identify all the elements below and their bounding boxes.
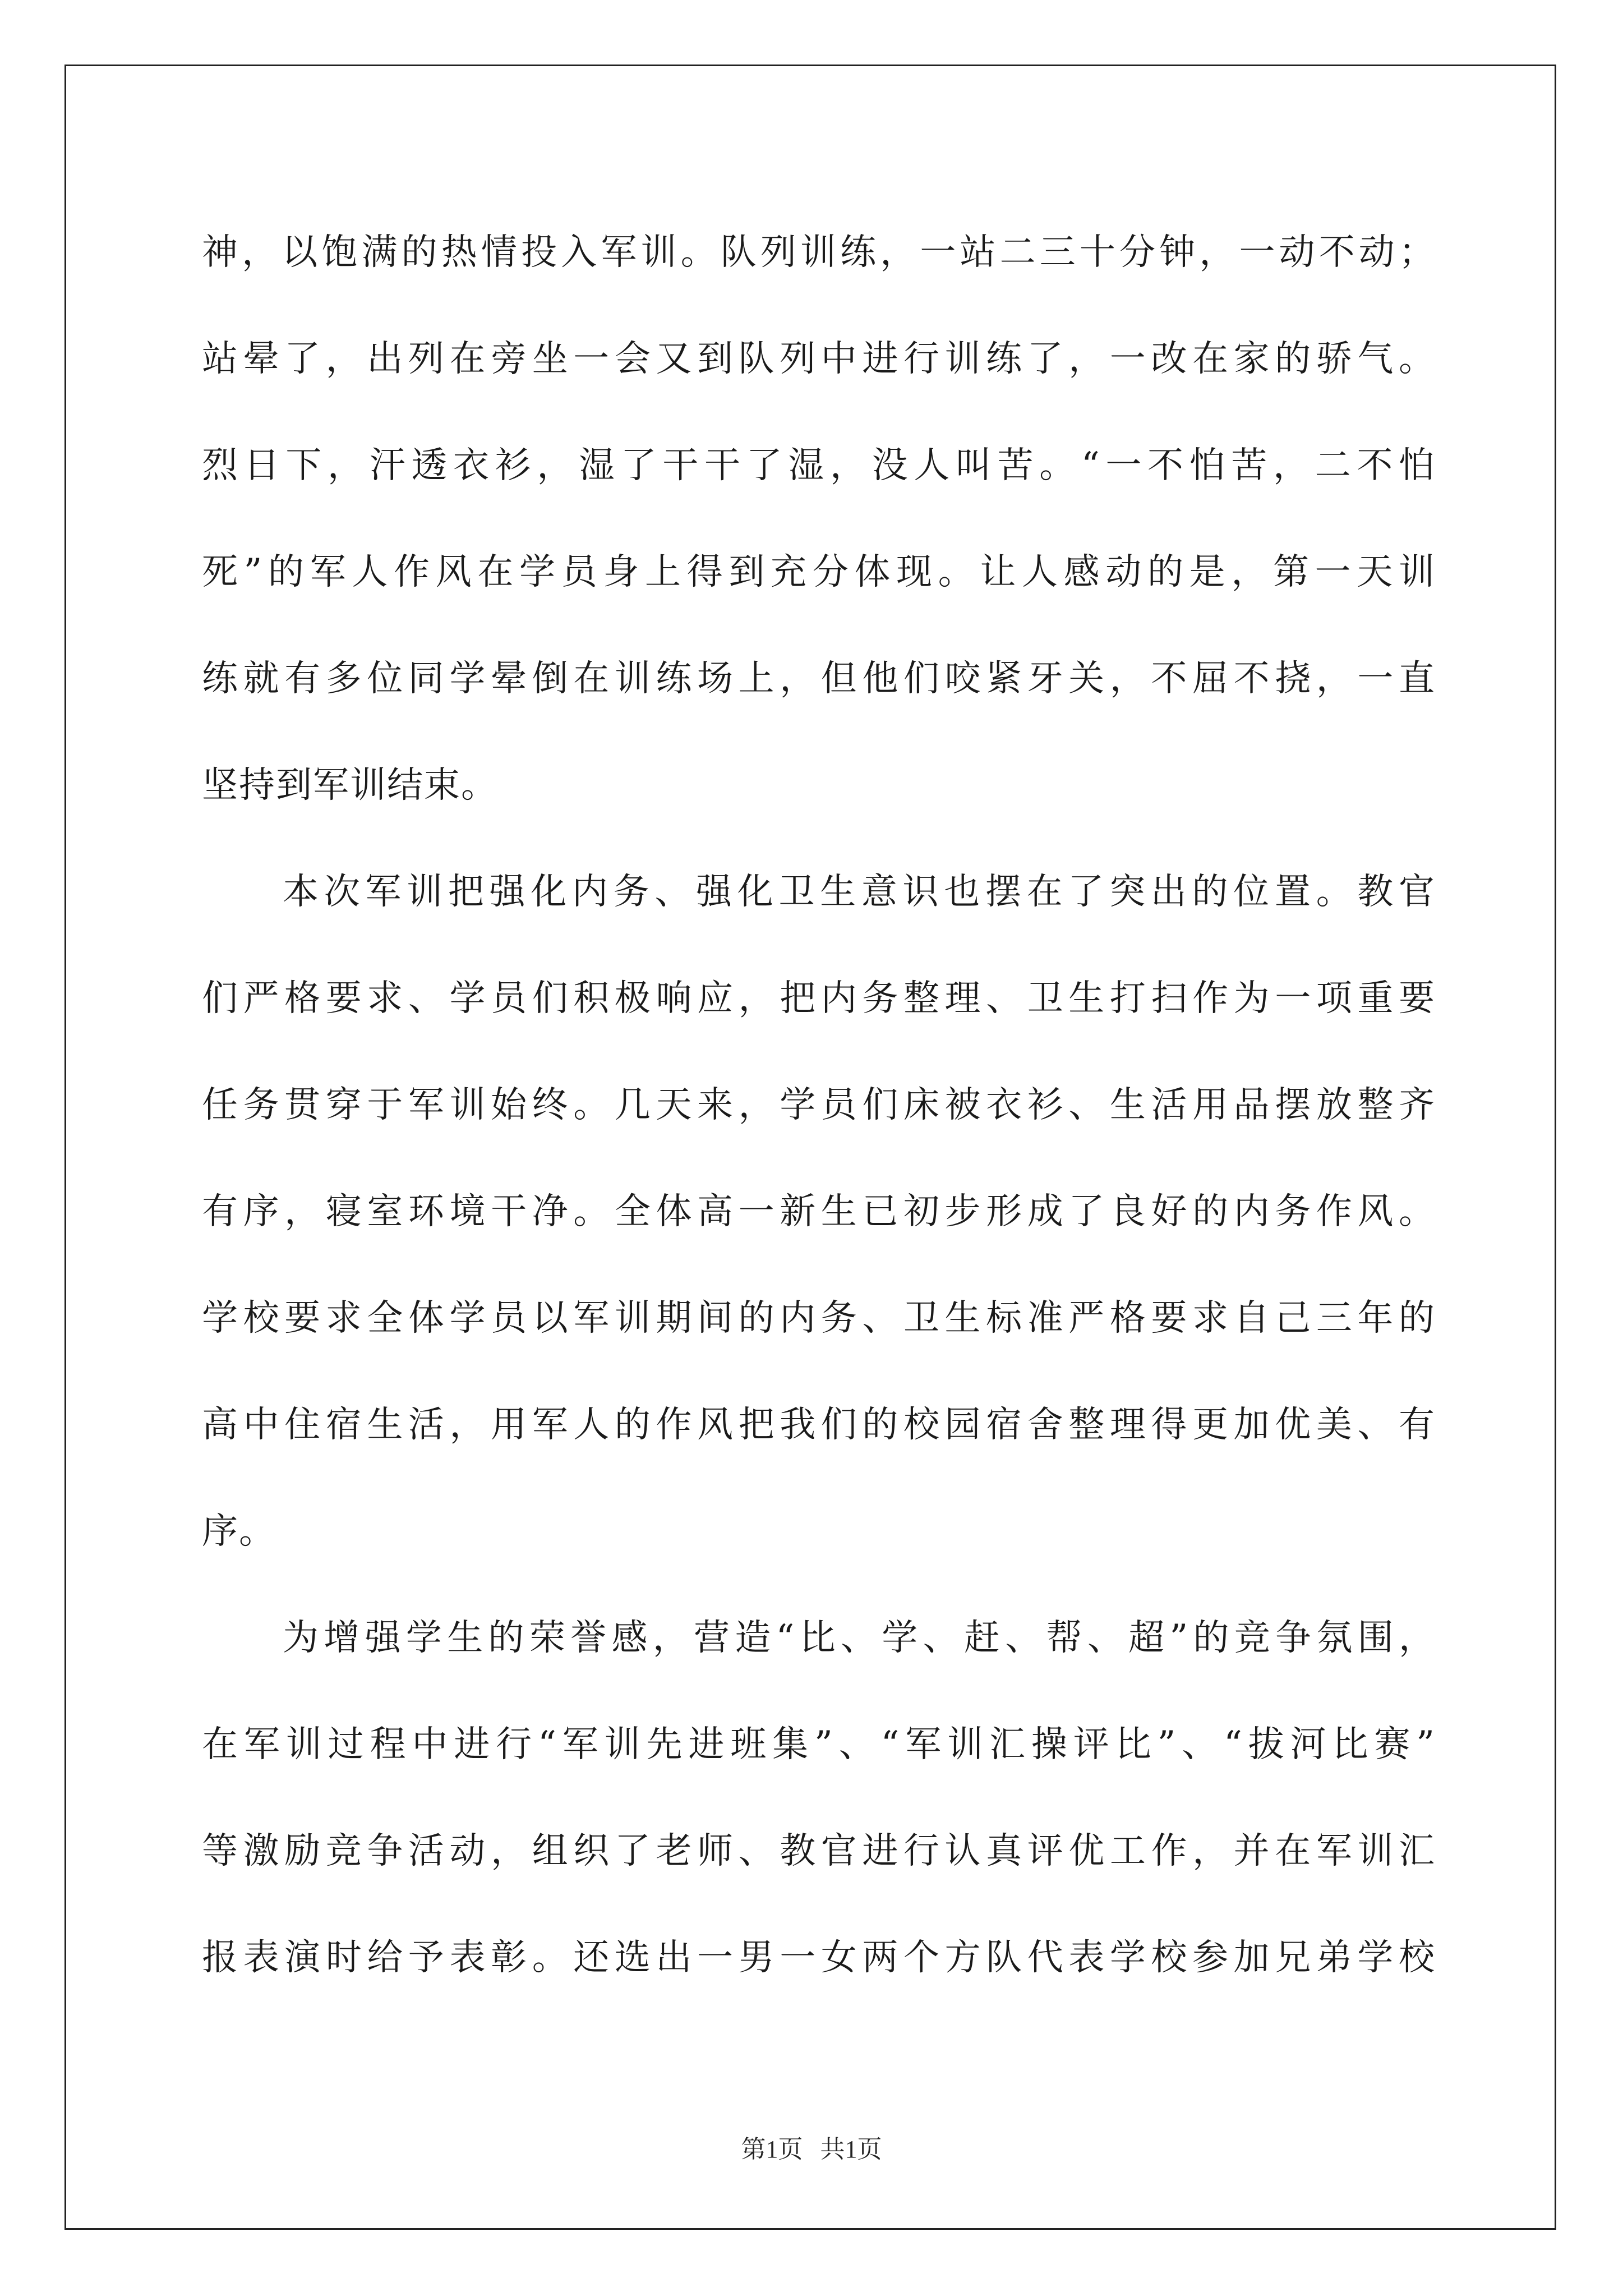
- text-line: 练就有多位同学晕倒在训练场上，但他们咬紧牙关，不屈不挠，一直: [202, 658, 1436, 700]
- text-line: 神，以饱满的热情投入军训。队列训练，一站二三十分钟，一动不动；: [202, 232, 1436, 273]
- text-line: 任务贯穿于军训始终。几天来，学员们床被衣衫、生活用品摆放整齐: [202, 1084, 1436, 1126]
- text-line: 序。: [202, 1511, 276, 1552]
- text-line: 有序，寝室环境干净。全体高一新生已初步形成了良好的内务作风。: [202, 1191, 1436, 1232]
- text-line: 坚持到军训结束。: [202, 765, 498, 806]
- document-body: [202, 199, 1436, 2011]
- text-line: 学校要求全体学员以军训期间的内务、卫生标准严格要求自己三年的: [202, 1297, 1436, 1339]
- text-line: 们严格要求、学员们积极响应，把内务整理、卫生打扫作为一项重要: [202, 978, 1436, 1019]
- text-line: 报表演时给予表彰。还选出一男一女两个方队代表学校参加兄弟学校: [202, 1937, 1436, 1978]
- text-line: 在军训过程中进行“军训先进班集”、“军训汇操评比”、“拔河比赛”: [202, 1724, 1436, 1765]
- page-number: 第1页: [741, 2136, 803, 2163]
- text-line: 高中住宿生活，用军人的作风把我们的校园宿舍整理得更加优美、有: [202, 1404, 1436, 1446]
- text-line: 站晕了，出列在旁坐一会又到队列中进行训练了，一改在家的骄气。: [202, 338, 1436, 380]
- text-line: 为增强学生的荣誉感，营造“比、学、赶、帮、超”的竞争氛围，: [283, 1617, 1436, 1659]
- text-line: 本次军训把强化内务、强化卫生意识也摆在了突出的位置。教官: [283, 871, 1436, 913]
- text-line: 烈日下，汗透衣衫，湿了干干了湿，没人叫苦。“一不怕苦，二不怕: [202, 445, 1436, 486]
- page-footer: [0, 2129, 1623, 2165]
- page-total: 共1页: [820, 2136, 882, 2163]
- text-line: 等激励竞争活动，组织了老师、教官进行认真评优工作，并在军训汇: [202, 1830, 1436, 1872]
- text-line: 死”的军人作风在学员身上得到充分体现。让人感动的是，第一天训: [202, 551, 1436, 593]
